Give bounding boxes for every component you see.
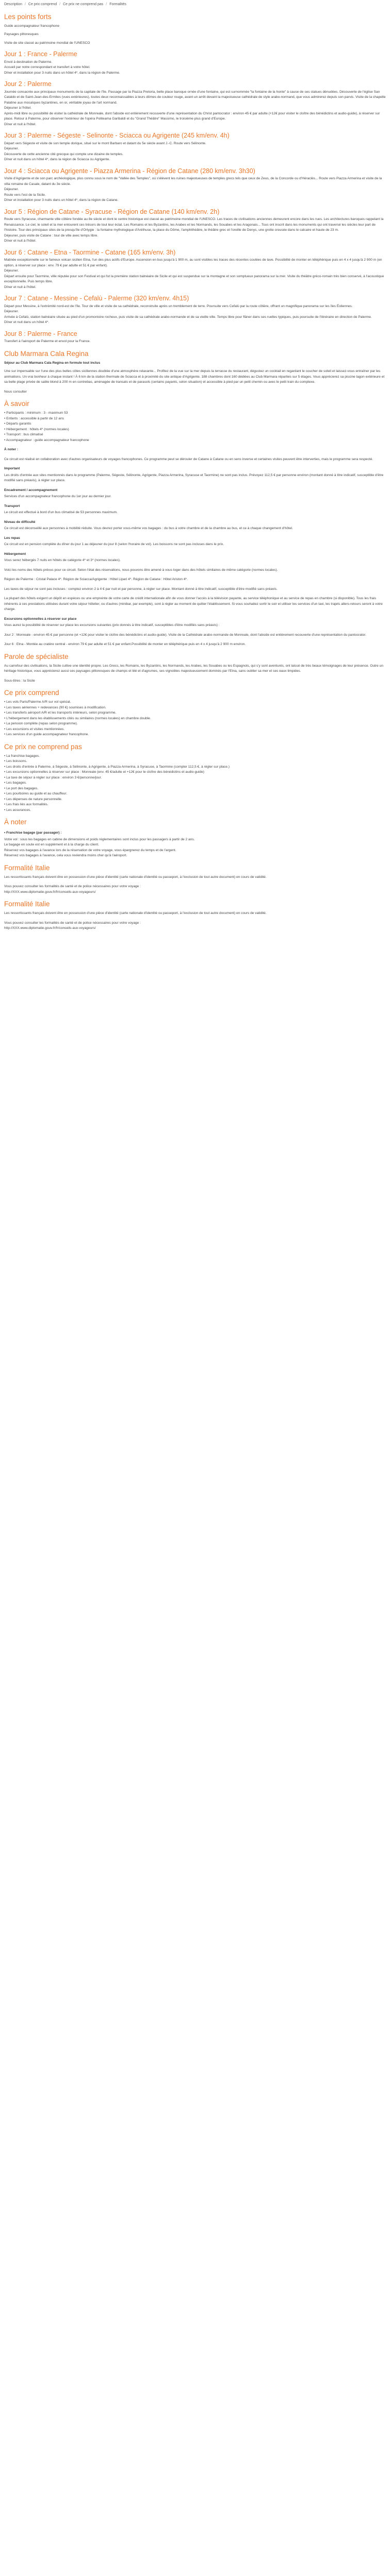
day-text: Dîner et nuit dans un hôtel 4*. (4, 320, 50, 324)
day-title: Jour 3 : Palerme - Ségeste - Selinonte - Sciacca ou Agrigente (245 km/env. 4h) (4, 132, 230, 139)
a-savoir-item: • Transport : bus climatisé (4, 433, 43, 436)
a-noter-sections (4, 457, 387, 648)
tab-ce-prix-comprend[interactable]: Ce prix comprend (28, 3, 57, 6)
day-text: Départ ensuite pour Taormine, ville réputée pour son Festival et qui fut la première station balnéaire de Sicile et qui est suspendue sur la montagne et son somptueux panorama sur la mer. Visite du théâtre gréco-romain très bien conservé, à l'acoustique exceptionnelle. Puis temps libre. (4, 274, 384, 283)
note-text: Jour 2 : Monreale - environ 45 € par personne (et +12€ pour visiter le cloître des bénédictins et audio-guide). Visite de la Cathédrale arabo-normande de Monreale, dont l'abside est entièrement recouverte d'une représentation du pantocrator. (4, 633, 366, 637)
day-text: Déjeuner, puis visite de Catane : tour de ville avec temps libre. (4, 233, 99, 238)
note-text: Services d'un accompagnateur francophone du 1er jour au dernier jour. (4, 495, 111, 498)
day-text: Envol à destination de Palerme. (4, 60, 53, 64)
ne-comprend-item: • Les boissons. (4, 759, 27, 763)
comprend-item: • L'hébergement dans les établissements cités ou similaires (normes locales) en chambre double. (4, 716, 151, 720)
day-text: Découverte de cette ancienne cité grecque qui compte une dizaine de temples. (4, 152, 123, 156)
tab-description[interactable]: Description (4, 3, 23, 6)
note-text: Ce circuit est déconseillé aux personnes à mobilité réduite. Vous devrez porter vous-même vos bagages : du bus à votre chambre et de la chambre au bus, et ce à chaque changement d'hôtel. (4, 527, 293, 530)
ne-comprend-list (4, 754, 387, 814)
day-text: Arrivée à Cefalù, station balnéaire située au pied d'un promontoire rocheux, puis visite de sa cathédrale arabo-normande et de sa vieille ville. Temps libre pour flâner dans ses ruelles typiques, puis poursuite de l'itinéraire en direction de Palerme. (4, 315, 372, 319)
day-text: Dîner et nuit à l'hôtel. (4, 285, 37, 289)
day-title: Jour 7 : Catane - Messine - Cefalù - Palerme (320 km/env. 4h15) (4, 295, 189, 302)
a-noter-heading: À noter : (4, 448, 19, 451)
tab-bar (4, 2, 387, 8)
tab-formalites[interactable]: Formalités (109, 3, 126, 6)
club-subtitle: Séjour au Club Marmara Cala Regina en formule tout inclus (4, 361, 101, 365)
comprend-item: • Les services d'un guide accompagnateur francophone. (4, 733, 89, 736)
formalite-link[interactable]: http://XXX.www.diplomatie.gouv.fr/fr/conseils-aux-voyageurs/ (4, 926, 96, 930)
day-text: Déjeuner. (4, 269, 19, 273)
day-title: Jour 8 : Palerme - France (4, 330, 77, 337)
comprend-title: Ce prix comprend (4, 689, 59, 697)
day-text: Dîner et nuit à l'hôtel. (4, 239, 37, 243)
day-text: Déjeuner. (4, 188, 19, 191)
note-text: Ce circuit est en pension complète du dîner du jour 1 au déjeuner du jour 8 (selon l'horaire de vol). Les boissons ne sont pas incluses dans le prix. (4, 543, 224, 546)
note-head: Important (4, 467, 20, 470)
day-text: Route vers Syracuse, charmante ville côtière fondée au 8e siècle et dont le centre historique est classé au patrimoine mondial de l'UNESCO. Les traces de civilisations anciennes demeurent encore dans les rues. Les architectures baroques rappelant la Renaissance. Le ciel, le soleil et la mer entourent ces trésors de tout leur éclat. Les Romains et les Byzantins, les Arabes et les Normands, les Souabes et les Aragonais... Tous ont inscrit dans les monuments qui ont traversé les siècles leur part de l'histoire. Tour des principaux sites de la presqu'île d'Ortygie : la fontaine mythologique d'Aréthuse, la place du Dôme, l'amphithéâtre, le théâtre grec et l'oreille de Denys, une grotte creusée dans le calcaire et haute de 23 m. (4, 217, 384, 232)
note-text: La plupart des hôtels exigent un dépôt en espèces ou une empreinte de votre carte de crédit internationale afin de vous donner l'accès à la télévision payante, au service téléphonique et au service de repas en chambre (si disponible). Tous les frais inhérents à ces prestations utilisées durant votre séjour hôtelier, ou d'autres (minibar, par exemple), sont à régler au moment de quitter l'établissement. Si vous souhaitez sortir le soir et utiliser les services d'un taxi, les trajets allers-retours seront à votre charge. (4, 597, 383, 611)
note-text: Jour 6 : Etna - Montée au cratère central - environ 79 € par adulte et 51 € par enfant.Possibilité de monter en téléphérique puis en 4 x 4 jusqu'à 2 900 m environ. (4, 642, 246, 646)
parole-text: Au carrefour des civilisations, la Sicile cultive une identité propre. Les Grecs, les Romains, les Byzantins, les Normands, les Arabes, les Souabes ou les Espagnols, qui s'y sont aventurés, ont laissé de très beaux témoignages de leur présence. Outre un héritage historique, vous apprécierez aussi ses paysages pittoresques de champs et blé et d'agrumes, ses vignobles majestueusement dominés par l'Etna, sans oublier sa mer et ses eaux limpides. (4, 664, 384, 673)
formalite-text: Les ressortissants français doivent être en possession d'une pièce d'identité (carte nationale d'identité ou passeport, à l'exclusion de tout autre document) en cours de validité. (4, 911, 267, 915)
a-savoir-item: • Départs garantis (4, 422, 31, 426)
day-text: Départ vers Ségeste et visite de son temple dorique, situé sur le mont Barbaro et datant du 5e siècle avant J.-C. Route vers Sélinonte. (4, 141, 206, 145)
day-text: Dîner et installation pour 3 nuits dans un hôtel 4*, dans la région de Palerme. (4, 71, 120, 75)
club-contact-note: Nous consulter (4, 389, 27, 394)
comprend-list (4, 700, 387, 738)
day-title: Jour 6 : Catane - Etna - Taormine - Catane (165 km/env. 3h) (4, 248, 176, 256)
day-title: Jour 4 : Sciacca ou Agrigente - Piazza Armerina - Région de Catane (280 km/env. 3h30) (4, 167, 255, 175)
day-title: Jour 5 : Région de Catane - Syracuse - Région de Catane (140 km/env. 2h) (4, 208, 220, 215)
parole-note: Sous-titres : la Sicile (4, 679, 35, 683)
formalite-text: Les ressortissants français doivent être en possession d'une pièce d'identité (carte nationale d'identité ou passeport, à l'exclusion de tout autre document) en cours de validité. (4, 875, 267, 879)
a-noter-title: À noter (4, 818, 27, 826)
ne-comprend-item: • La taxe de séjour à régler sur place : environ 3 €/personne/jour. (4, 775, 102, 779)
tab-separator: / (25, 3, 26, 6)
parole-title: Parole de spécialiste (4, 652, 69, 660)
note-text: Région de Palerme : Cristal Palace 4*. Région de Sciacca/Agrigente : Hôtel Lipari 4*. Région de Catane : Hôtel Ariston 4*. (4, 578, 188, 581)
day-text: Visite d'Agrigente et de son parc archéologique, plus connu sous le nom de "Vallée des Temples", où s'élèvent les ruines majestueuses de temples grecs tels que ceux de Zeus, de la Concorde ou d'Héraclès... Route vers Piazza Armerina et visite de la villa romaine de Casale, datant du 3e siècle. (4, 177, 382, 186)
comprend-item: • Les transferts aéroport A/R et les transports intérieurs, selon programme. (4, 711, 117, 715)
itinerary (4, 50, 387, 345)
ne-comprend-item: • Les pourboires au guide et au chauffeur. (4, 792, 68, 795)
ne-comprend-item: • La franchise bagages. (4, 754, 40, 758)
note-head: Hébergement (4, 552, 26, 556)
ne-comprend-item: • Les droits d'entrée à Palerme, à Ségeste, à Sélinonte, à Agrigente, à Piazza Armerina, à Syracuse, à Taormine (compter 112,5 €, à régler sur place.) (4, 765, 230, 769)
note-text: Vous serez hébergés 7 nuits en hôtels de catégorie 4* et 3* (normes locales). (4, 558, 121, 562)
point-fort-item: Paysages pittoresques (4, 32, 39, 36)
ne-comprend-item: • Les dépenses de nature personnelle. (4, 797, 62, 801)
note-text: Voici les noms des hôtels prévus pour ce circuit. Selon l'état des réservations, nous pouvons être amené à vous loger dans des hôtels similaires de même catégorie (normes locales). (4, 568, 278, 572)
point-fort-item: Visite de site classé au patrimoine mondial de l'UNESCO (4, 41, 90, 45)
note-head: Transport (4, 504, 20, 508)
note-text: Le circuit est effectué à bord d'un bus climatisé de 53 personnes maximum. (4, 511, 118, 514)
ne-comprend-title: Ce prix ne comprend pas (4, 742, 82, 751)
ne-comprend-item: • Les excursions optionnelles à réserver sur place : Monreale (env. 45 €/adulte et +12€ pour le cloître des bénédictins et audio-guide) (4, 770, 204, 774)
day-text: Matinée exceptionnelle sur le fameux volcan sicilien Etna, l'un des plus actifs d'Europe. Ascension en bus jusqu'à 1 900 m, au sont visibles les traces des récentes coulées de lave. Possibilité de monter en téléphérique puis en 4 x 4 jusqu'à 2 900 m (en option, à réserver sur place : env. 79 € par adulte et 51 € par enfant). (4, 258, 382, 267)
baggage-text: Réservez vos bagages à l'avance, cela vous reviendra moins cher qu'à l'aéroport. (4, 854, 127, 857)
formalite-text: Vous pouvez consulter les formalités de santé et de police nécessaires pour votre voyage : (4, 885, 141, 888)
club-paragraph: Une sur impensable sur l'une des plus belles côtes siciliennes doublée d'une atmosphère relaxante... Profitez de la vue sur la mer depuis la terrasse du restaurant, dégustez un cocktail en regardant le coucher de soleil et laissez-vous entraîner par les animations. Un vrai bonheur à chaque instant ! À 6 km de la station thermale de Sciacca et à proximité du site antique d'Agrigente. 188 chambres dont 160 dédiées au Club Marmara réparties sur 5 étages. Vous apprécierez sa piscine lagon extérieure et sa belle plage privée de sable blond à 200 m en contrebas, aménagée de transats et de parasols (certains payants, selon situation) et accessible à pied par un petit chemin ou avec le petit train du complexe. (4, 369, 385, 384)
formalite-title: Formalité Italie (4, 900, 50, 908)
day-text: Départ pour Messine, à l'extrémité nord-est de l'île. Tour de ville et visite de sa cathédrale, reconstruite après un tremblement de terre. Poursuite vers Cefalù par la route côtière, offrant un magnifique panorama sur les îles Éoliennes. (4, 304, 353, 308)
day-text: Transfert à l'aéroport de Palerme et envol pour la France. (4, 340, 91, 343)
page (0, 0, 391, 935)
club-title: Club Marmara Cala Regina (4, 349, 89, 358)
a-savoir-item: • Accompagnateur : guide accompagnateur francophone (4, 438, 89, 442)
note-head: Niveau de difficulté (4, 520, 36, 524)
formalite-title: Formalité Italie (4, 863, 50, 872)
day-text: Route vers l'est de la Sicile. (4, 193, 46, 197)
day-title: Jour 2 : Palerme (4, 80, 52, 88)
comprend-item: • Les excursions et visites mentionnées. (4, 727, 65, 731)
tab-ce-prix-ne-comprend-pas[interactable]: Ce prix ne comprend pas (63, 3, 104, 6)
day-text: Journée consacrée aux principaux monuments de la capitale de l'île. Passage par la Piazza Pretoria, belle place baroque ornée d'une fontaine, qui est surnommée "la fontaine de la honte" à cause de ses statues dénudées. Découverte de l'église San Cataldo et de Saint-Jean-des-Ermites (vues extérieures), toutes deux reconnaissables à leurs dômes de couleur rouge, avant un arrêt devant la majestueuse cathédrale de style arabo-normand, que vous admirerez depuis son parvis. Visite de la chapelle Palatine aux mosaïques byzantines, en or, véritable joyau de l'art normand. (4, 90, 386, 105)
a-savoir-title: À savoir (4, 400, 29, 408)
tab-separator: / (106, 3, 107, 6)
note-head: Les repas (4, 536, 20, 540)
day-text: Déjeuner à l'hôtel. (4, 106, 31, 110)
tab-separator: / (59, 3, 61, 6)
ne-comprend-item: • Le port des bagages. (4, 786, 39, 790)
baggage-text: Le bagage en soute est en supplément et à la charge du client. (4, 843, 100, 846)
formalite-text: Vous pouvez consulter les formalités de santé et de police nécessaires pour votre voyage : (4, 921, 141, 925)
baggage-text: Votre vol : sous les bagages en cabine de dimensions et poids réglementaires sont inclus pour les passagers à partir de 2 ans. (4, 837, 195, 841)
points-forts-title: Les points forts (4, 12, 52, 21)
formalite-link[interactable]: http://XXX.www.diplomatie.gouv.fr/fr/conseils-aux-voyageurs/ (4, 890, 96, 894)
baggage-text: Réservez vos bagages à l'avance lors de la réservation de votre voyage, vous épargnerez du temps et de l'argent. (4, 848, 176, 852)
note-text: Les taxes de séjour ne sont pas incluses : comptez environ 2 à 4 € par nuit et par personne, à régler sur place. Montant donné à titre indicatif, susceptible d'être modifié sans préavis. (4, 587, 278, 591)
a-savoir-item: • Participants : minimum : 3 - maximum 53 (4, 411, 68, 415)
note-text: Vous aurez la possibilité de réserver sur place les excursions suivantes (prix donnés à titre indicatif, susceptibles d'être modifiés sans préavis) : (4, 623, 220, 627)
note-text: Les droits d'entrée aux sites mentionnés dans le programme (Palerme, Ségeste, Sélinonte, Agrigente, Piazza Armerina, Syracuse et Taormine) ne sont pas inclus. Prévoyez 112,5 € par personne environ (montant donné à titre indicatif, susceptible d'être modifié sans préavis), à régler sur place. (4, 473, 384, 482)
note-head: Encadrement / accompagnement (4, 488, 58, 492)
day-text: Déjeuner. (4, 147, 19, 150)
day-text: Dîner et installation pour 3 nuits dans un hôtel 4*, dans la région de Catane. (4, 198, 119, 202)
note-head: Excursions optionnelles à réserver sur place (4, 617, 77, 621)
day-title: Jour 1 : France - Palerme (4, 50, 77, 58)
day-text: Accueil par notre correspondant et transfert à votre hôtel. (4, 65, 90, 69)
day-text: Dîner et nuit dans un hôtel 4*, dans la région de Sciacca ou Agrigente. (4, 158, 110, 161)
ne-comprend-item: • Les assurances. (4, 808, 31, 812)
note-text: Ce circuit est réalisé en collaboration avec d'autres organisateurs de voyages francophones. Ce programme peut se dérouler de Catane à Catane ou en sens inverse et certaines visites peuvent être interverties, mais le programme sera respecté. (4, 457, 373, 461)
day-text: Dîner et nuit à l'hôtel. (4, 122, 37, 126)
point-fort-item: Guide accompagnateur francophone (4, 24, 60, 28)
comprend-item: • La pension complète (repas selon programme). (4, 722, 78, 725)
a-savoir-item: • Enfants : accessible à partir de 12 ans (4, 416, 64, 420)
comprend-item: • Les vols Paris/Palerme A/R sur vol spécial. (4, 700, 71, 704)
ne-comprend-item: • Les bagages. (4, 781, 27, 785)
comprend-item: • Les taxes aériennes + redevances (90 €) soumises à modification. (4, 705, 106, 709)
baggage-head: • Franchise bagage (par passager) : (4, 831, 62, 835)
day-text: Après-midi libre ou possibilité de visiter la cathédrale de Monreale, dont l'abside est entièrement recouverte d'une représentation du Christ pantocrator : environ 45 € par adulte (+12€ pour visiter le cloître des bénédictins et audio-guide), à réserver sur place. Retour à Palerme, pour observer l'extérieur de l'opéra Politeama Garibaldi et du "Grand Théâtre" Massimo, le troisième plus grand d'Europe. (4, 111, 380, 121)
a-savoir-item: • Hébergement : hôtels 4* (normes locales) (4, 427, 69, 431)
a-savoir-list (4, 411, 387, 443)
ne-comprend-item: • Les frais liés aux formalités. (4, 803, 48, 806)
day-text: Déjeuner. (4, 310, 19, 313)
